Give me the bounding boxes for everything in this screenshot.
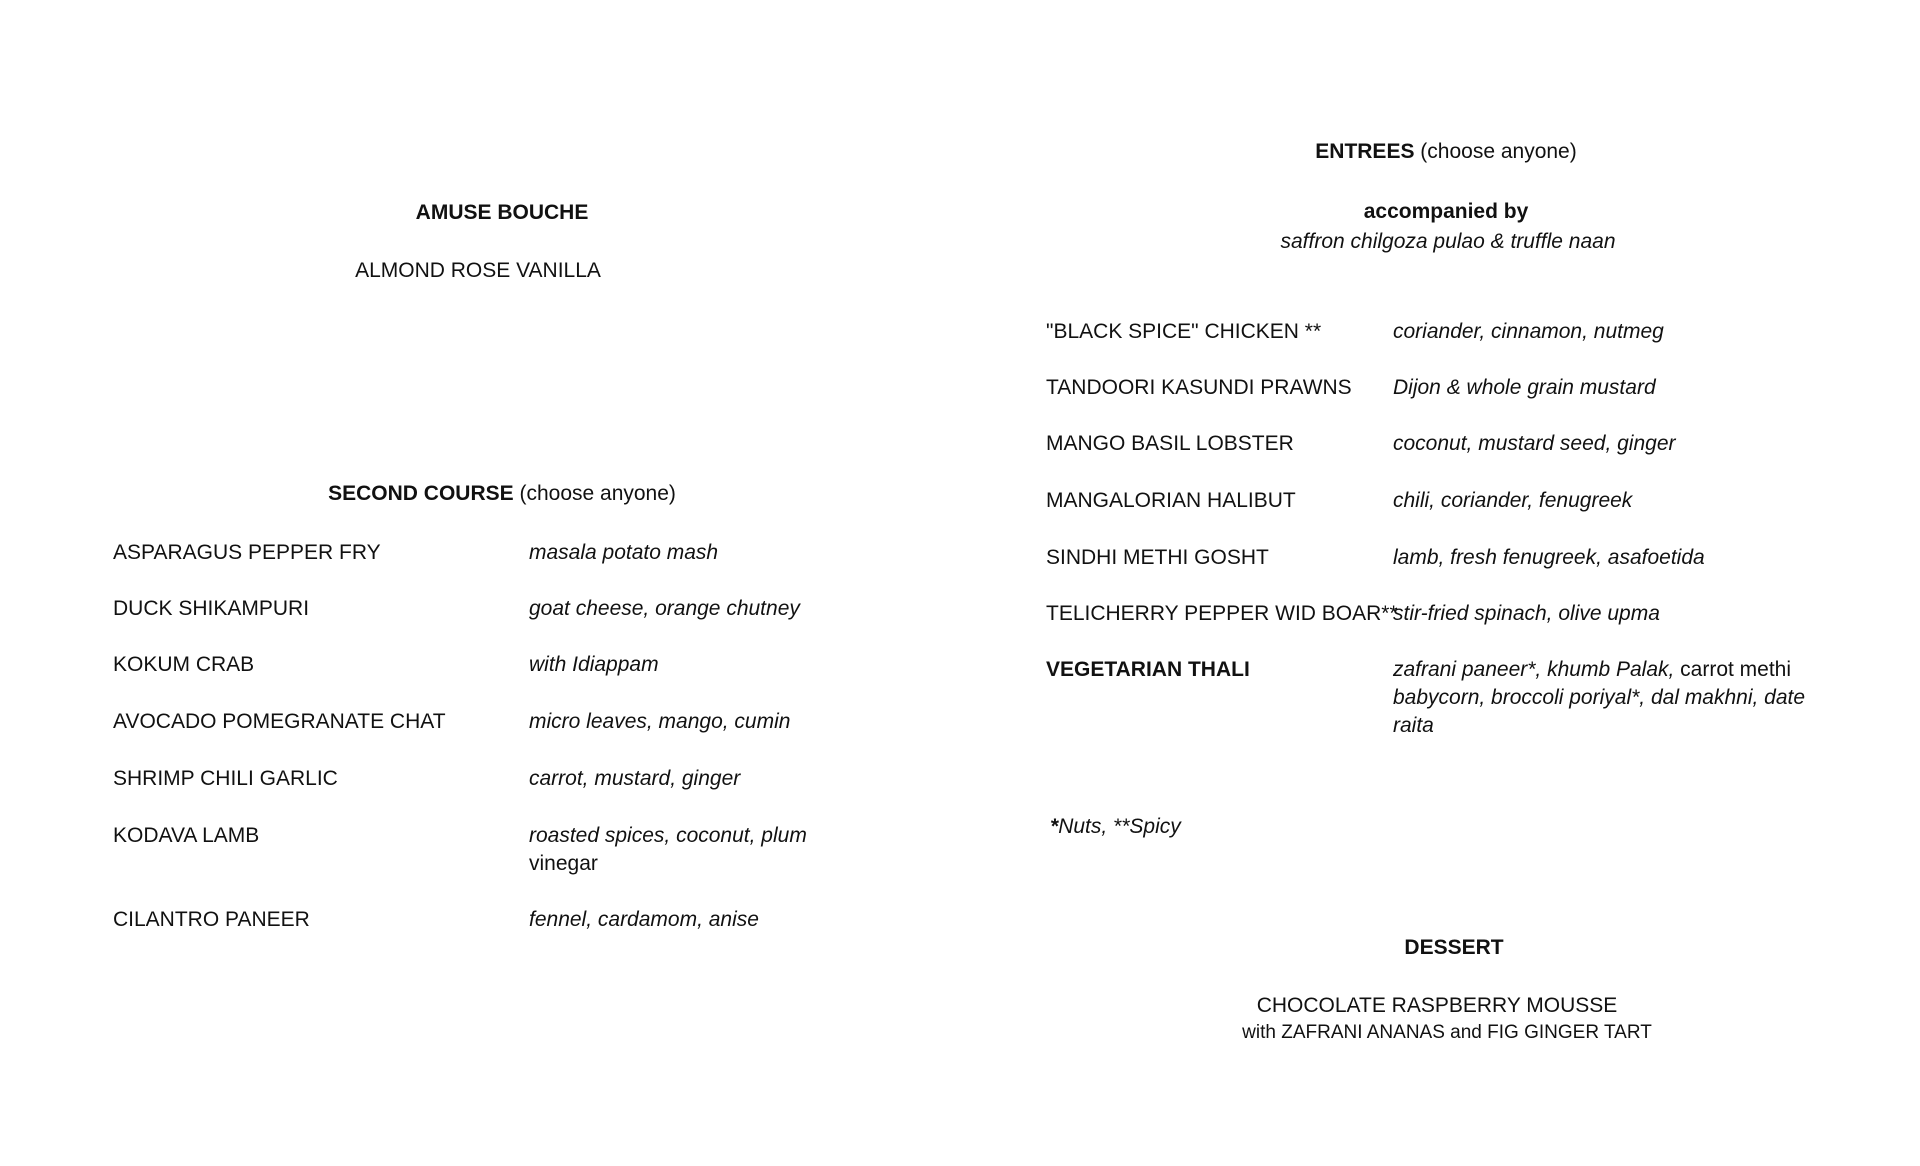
dessert-item: CHOCOLATE RASPBERRY MOUSSE	[1256, 994, 1618, 1017]
second-course-item-desc: carrot, mustard, ginger	[529, 767, 741, 790]
entree-item-name: MANGO BASIL LOBSTER	[1046, 432, 1294, 455]
vegetarian-thali-name: VEGETARIAN THALI	[1046, 658, 1250, 681]
entrees-heading	[1315, 140, 1576, 164]
entree-item-name: MANGALORIAN HALIBUT	[1046, 489, 1296, 512]
entree-item-name: TANDOORI KASUNDI PRAWNS	[1046, 376, 1352, 399]
accompaniments-text: saffron chilgoza pulao & truffle naan	[1280, 230, 1616, 253]
second-course-item-desc: roasted spices, coconut, plum	[529, 824, 807, 847]
vegetarian-thali-desc-line2: babycorn, broccoli poriyal*, dal makhni, date	[1393, 686, 1806, 709]
vegetarian-thali-desc-line1	[1393, 658, 1791, 682]
second-course-item-desc: micro leaves, mango, cumin	[529, 710, 791, 733]
second-course-item-name: KODAVA LAMB	[113, 824, 260, 847]
legend-text: Nuts, **Spicy	[1058, 815, 1181, 838]
amuse-bouche-heading: AMUSE BOUCHE	[415, 201, 589, 224]
second-course-item-name: DUCK SHIKAMPURI	[113, 597, 310, 620]
second-course-item-desc: with Idiappam	[529, 653, 659, 676]
second-course-item-name: KOKUM CRAB	[113, 653, 255, 676]
second-course-item-desc-continued: vinegar	[529, 852, 598, 875]
entree-item-name: TELICHERRY PEPPER WID BOAR**	[1046, 602, 1398, 625]
second-course-item-desc: masala potato mash	[529, 541, 719, 564]
entree-item-name: "BLACK SPICE" CHICKEN **	[1046, 320, 1322, 343]
allergen-legend	[1050, 815, 1181, 839]
vegetarian-thali-desc-line3: raita	[1393, 714, 1434, 737]
entree-item-desc: Dijon & whole grain mustard	[1393, 376, 1656, 399]
second-course-title: SECOND COURSE	[328, 482, 514, 505]
dessert-subtitle: with ZAFRANI ANANAS and FIG GINGER TART	[1242, 1022, 1652, 1043]
amuse-bouche-item: ALMOND ROSE VANILLA	[355, 259, 601, 282]
accompanied-by-label: accompanied by	[1363, 200, 1529, 223]
second-course-item-name: SHRIMP CHILI GARLIC	[113, 767, 338, 790]
entree-item-desc: lamb, fresh fenugreek, asafoetida	[1393, 546, 1705, 569]
entree-item-desc: coriander, cinnamon, nutmeg	[1393, 320, 1664, 343]
second-course-item-name: CILANTRO PANEER	[113, 908, 310, 931]
entree-item-desc: coconut, mustard seed, ginger	[1393, 432, 1676, 455]
second-course-item-desc: goat cheese, orange chutney	[529, 597, 800, 620]
dessert-heading: DESSERT	[1404, 936, 1504, 959]
entree-item-desc: chili, coriander, fenugreek	[1393, 489, 1633, 512]
second-course-heading	[328, 482, 676, 506]
entree-item-name: SINDHI METHI GOSHT	[1046, 546, 1269, 569]
second-course-item-name: AVOCADO POMEGRANATE CHAT	[113, 710, 446, 733]
entrees-note: (choose anyone)	[1420, 140, 1577, 163]
vegetarian-thali-desc-plain: carrot methi	[1674, 658, 1792, 681]
entree-item-desc: stir-fried spinach, olive upma	[1393, 602, 1660, 625]
second-course-item-desc: fennel, cardamom, anise	[529, 908, 759, 931]
legend-star: *	[1050, 815, 1059, 838]
vegetarian-thali-desc-italic: zafrani paneer*, khumb Palak,	[1393, 658, 1675, 681]
second-course-item-name: ASPARAGUS PEPPER FRY	[113, 541, 381, 564]
entrees-title: ENTREES	[1315, 140, 1415, 163]
second-course-note: (choose anyone)	[519, 482, 676, 505]
